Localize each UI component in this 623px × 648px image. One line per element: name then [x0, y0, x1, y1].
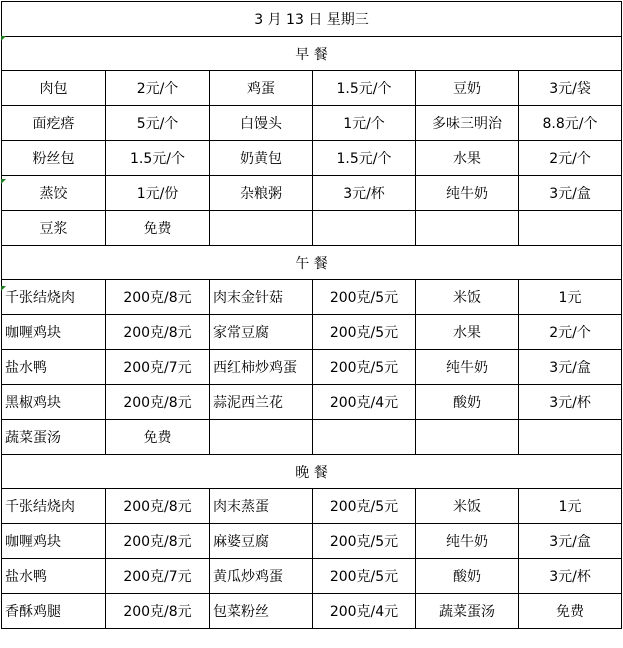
- item-name-cell: 家常豆腐: [210, 315, 313, 350]
- item-name-cell: 蔬菜蛋汤: [416, 594, 519, 629]
- item-name-cell: [416, 420, 519, 455]
- item-price-cell: 200克/5元: [313, 524, 416, 559]
- item-name-cell: 奶黄包: [210, 141, 313, 176]
- item-name-cell: 鸡蛋: [210, 71, 313, 106]
- item-price-cell: 3元/盒: [519, 176, 622, 211]
- item-price-cell: 1元: [519, 280, 622, 315]
- item-price-cell: 200克/8元: [106, 385, 210, 420]
- item-price-cell: 200克/8元: [106, 524, 210, 559]
- breakfast-header-row: [2, 37, 622, 71]
- item-name-cell: 纯牛奶: [416, 176, 519, 211]
- item-price-cell: 1.5元/个: [313, 141, 416, 176]
- item-name-cell: 纯牛奶: [416, 350, 519, 385]
- item-price-cell: 3元/盒: [519, 524, 622, 559]
- item-price-cell: [519, 211, 622, 246]
- item-name-cell: 杂粮粥: [210, 176, 313, 211]
- item-name-cell: 麻婆豆腐: [210, 524, 313, 559]
- breakfast-title: 早 餐: [2, 37, 622, 71]
- item-price-cell: 200克/8元: [106, 315, 210, 350]
- lunch-row: [2, 280, 622, 315]
- item-price-cell: 2元/个: [106, 71, 210, 106]
- item-name-cell: [210, 211, 313, 246]
- lunch-row: [2, 420, 622, 455]
- item-name-cell: 酸奶: [416, 559, 519, 594]
- item-price-cell: 1元/份: [106, 176, 210, 211]
- item-price-cell: 3元/袋: [519, 71, 622, 106]
- item-price-cell: 200克/8元: [106, 280, 210, 315]
- item-price-cell: 200克/7元: [106, 559, 210, 594]
- item-price-cell: 免费: [106, 420, 210, 455]
- breakfast-row: [2, 211, 622, 246]
- item-name-cell: 白馒头: [210, 106, 313, 141]
- item-name-cell: 蒸饺: [2, 176, 106, 211]
- item-price-cell: [519, 420, 622, 455]
- lunch-header-row: [2, 246, 622, 280]
- item-price-cell: 3元/盒: [519, 350, 622, 385]
- item-name-cell: 粉丝包: [2, 141, 106, 176]
- item-name-cell: 纯牛奶: [416, 524, 519, 559]
- date-row: [2, 2, 622, 37]
- item-price-cell: 8.8元/个: [519, 106, 622, 141]
- item-name-cell: 包菜粉丝: [210, 594, 313, 629]
- item-name-cell: 肉包: [2, 71, 106, 106]
- item-price-cell: 200克/5元: [313, 559, 416, 594]
- item-price-cell: 1元: [519, 489, 622, 524]
- lunch-row: [2, 315, 622, 350]
- item-name-cell: 咖喱鸡块: [2, 315, 106, 350]
- item-price-cell: 200克/7元: [106, 350, 210, 385]
- breakfast-row: [2, 106, 622, 141]
- item-name-cell: 盐水鸭: [2, 350, 106, 385]
- item-price-cell: 3元/杯: [313, 176, 416, 211]
- item-name-cell: 面疙瘩: [2, 106, 106, 141]
- item-price-cell: 1元/个: [313, 106, 416, 141]
- item-price-cell: 200克/8元: [106, 594, 210, 629]
- item-name-cell: 千张结烧肉: [2, 280, 106, 315]
- item-name-cell: 豆浆: [2, 211, 106, 246]
- item-price-cell: [313, 420, 416, 455]
- item-name-cell: 盐水鸭: [2, 559, 106, 594]
- item-price-cell: 1.5元/个: [313, 71, 416, 106]
- item-name-cell: 米饭: [416, 489, 519, 524]
- item-name-cell: 千张结烧肉: [2, 489, 106, 524]
- breakfast-row: [2, 141, 622, 176]
- item-name-cell: 蔬菜蛋汤: [2, 420, 106, 455]
- dinner-title: 晚 餐: [2, 455, 622, 489]
- item-name-cell: [210, 420, 313, 455]
- cell-marker: [1, 179, 6, 184]
- item-name-cell: [416, 211, 519, 246]
- item-price-cell: 200克/5元: [313, 315, 416, 350]
- item-name-cell: 西红柿炒鸡蛋: [210, 350, 313, 385]
- item-price-cell: 200克/5元: [313, 350, 416, 385]
- item-price-cell: 200克/5元: [313, 280, 416, 315]
- item-price-cell: [313, 211, 416, 246]
- dinner-header-row: [2, 455, 622, 489]
- cell-marker: [1, 36, 6, 41]
- item-name-cell: 米饭: [416, 280, 519, 315]
- dinner-row: [2, 594, 622, 629]
- item-name-cell: 水果: [416, 315, 519, 350]
- cell-marker: [1, 286, 6, 291]
- item-price-cell: 3元/杯: [519, 385, 622, 420]
- item-name-cell: 香酥鸡腿: [2, 594, 106, 629]
- item-name-cell: 咖喱鸡块: [2, 524, 106, 559]
- item-price-cell: 200克/8元: [106, 489, 210, 524]
- item-name-cell: 黑椒鸡块: [2, 385, 106, 420]
- item-price-cell: 200克/4元: [313, 385, 416, 420]
- menu-table: [1, 1, 622, 629]
- item-name-cell: 多味三明治: [416, 106, 519, 141]
- item-price-cell: 2元/个: [519, 141, 622, 176]
- item-name-cell: 黄瓜炒鸡蛋: [210, 559, 313, 594]
- item-name-cell: 肉末金针菇: [210, 280, 313, 315]
- item-name-cell: 豆奶: [416, 71, 519, 106]
- item-price-cell: 3元/杯: [519, 559, 622, 594]
- item-price-cell: 2元/个: [519, 315, 622, 350]
- item-price-cell: 5元/个: [106, 106, 210, 141]
- lunch-title: 午 餐: [2, 246, 622, 280]
- dinner-row: [2, 489, 622, 524]
- item-price-cell: 免费: [106, 211, 210, 246]
- lunch-row: [2, 385, 622, 420]
- breakfast-row: [2, 71, 622, 106]
- dinner-row: [2, 524, 622, 559]
- breakfast-row: [2, 176, 622, 211]
- item-price-cell: 200克/4元: [313, 594, 416, 629]
- date-header: 3 月 13 日 星期三: [2, 2, 622, 37]
- item-name-cell: 水果: [416, 141, 519, 176]
- item-price-cell: 免费: [519, 594, 622, 629]
- dinner-row: [2, 559, 622, 594]
- item-name-cell: 肉末蒸蛋: [210, 489, 313, 524]
- item-name-cell: 酸奶: [416, 385, 519, 420]
- item-price-cell: 1.5元/个: [106, 141, 210, 176]
- lunch-row: [2, 350, 622, 385]
- item-name-cell: 蒜泥西兰花: [210, 385, 313, 420]
- item-price-cell: 200克/5元: [313, 489, 416, 524]
